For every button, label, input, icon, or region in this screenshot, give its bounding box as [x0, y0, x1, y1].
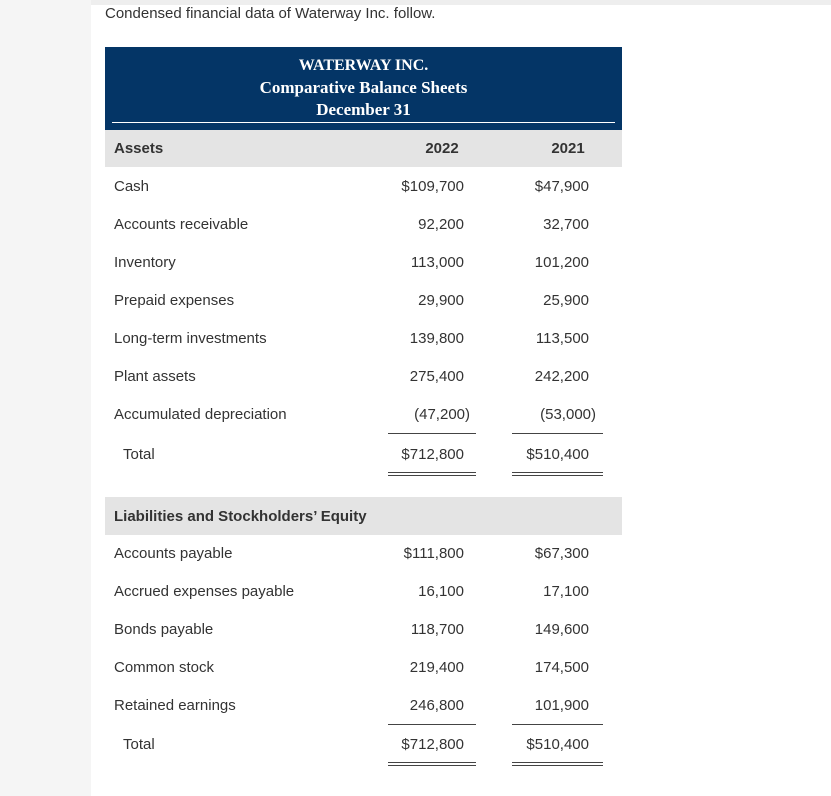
statement-date: December 31 [316, 100, 411, 119]
row-label: Long-term investments [114, 330, 267, 347]
table-row [105, 251, 622, 275]
row-label: Prepaid expenses [114, 292, 235, 309]
total-double-rule [388, 472, 476, 476]
statement-title: Comparative Balance Sheets [259, 78, 468, 97]
value-2022: $109,700 [401, 178, 464, 195]
value-2021: $510,400 [526, 736, 589, 753]
statement-header [105, 47, 622, 130]
row-label: Plant assets [114, 368, 196, 385]
header-rule [112, 122, 615, 123]
value-2022: $712,800 [401, 446, 464, 463]
table-row [105, 542, 622, 566]
table-row [105, 618, 622, 642]
value-2021: $510,400 [526, 446, 589, 463]
subtotal-rule [512, 433, 603, 434]
subtotal-rule [388, 433, 476, 434]
row-label: Total [123, 736, 155, 753]
assets-heading: Assets [114, 140, 164, 157]
row-label: Bonds payable [114, 621, 214, 638]
value-2022: 246,800 [409, 697, 464, 714]
value-2021: 174,500 [534, 659, 589, 676]
total-row [105, 443, 622, 467]
value-2022: 118,700 [410, 621, 464, 638]
row-label: Accumulated depreciation [114, 406, 287, 423]
value-2022: $712,800 [401, 736, 464, 753]
value-2022: 16,100 [418, 583, 464, 600]
value-2021: $47,900 [534, 178, 589, 195]
value-2021: 101,900 [534, 697, 589, 714]
value-2022: $111,800 [403, 545, 464, 562]
row-label: Accounts payable [114, 545, 233, 562]
row-label: Cash [114, 178, 150, 195]
row-label: Inventory [114, 254, 176, 271]
year-2022-heading: 2022 [425, 140, 459, 157]
table-row [105, 289, 622, 313]
table-row [105, 175, 622, 199]
total-double-rule [512, 472, 603, 476]
value-2022: (47,200) [414, 406, 470, 423]
liabilities-heading: Liabilities and Stockholders’ Equity [114, 508, 367, 525]
value-2021: 149,600 [534, 621, 589, 638]
value-2021: $67,300 [534, 545, 589, 562]
liabilities-header-band [105, 497, 622, 535]
subtotal-rule [388, 724, 476, 725]
value-2022: 92,200 [418, 216, 464, 233]
total-double-rule [388, 762, 476, 766]
table-row [105, 694, 622, 718]
year-2021-heading: 2021 [551, 140, 585, 157]
company-name: WATERWAY INC. [298, 57, 429, 74]
value-2021: 25,900 [543, 292, 589, 309]
left-gutter [0, 0, 91, 796]
total-double-rule [512, 762, 603, 766]
table-row [105, 656, 622, 680]
value-2022: 113,000 [410, 254, 464, 271]
intro-text: Condensed financial data of Waterway Inc. follow. [105, 5, 436, 22]
value-2021: (53,000) [540, 406, 596, 423]
value-2022: 139,800 [409, 330, 464, 347]
value-2021: 101,200 [534, 254, 589, 271]
table-row [105, 580, 622, 604]
total-row [105, 733, 622, 757]
value-2021: 113,500 [535, 330, 589, 347]
assets-header-band [105, 130, 622, 167]
row-label: Retained earnings [114, 697, 236, 714]
row-label: Accrued expenses payable [114, 583, 295, 600]
table-row [105, 403, 622, 427]
value-2021: 17,100 [543, 583, 589, 600]
table-row [105, 213, 622, 237]
table-row [105, 365, 622, 389]
subtotal-rule [512, 724, 603, 725]
value-2022: 275,400 [409, 368, 464, 385]
value-2021: 32,700 [543, 216, 589, 233]
row-label: Accounts receivable [114, 216, 249, 233]
row-label: Total [123, 446, 155, 463]
value-2021: 242,200 [534, 368, 589, 385]
table-row [105, 327, 622, 351]
row-label: Common stock [114, 659, 215, 676]
value-2022: 29,900 [418, 292, 464, 309]
value-2022: 219,400 [409, 659, 464, 676]
